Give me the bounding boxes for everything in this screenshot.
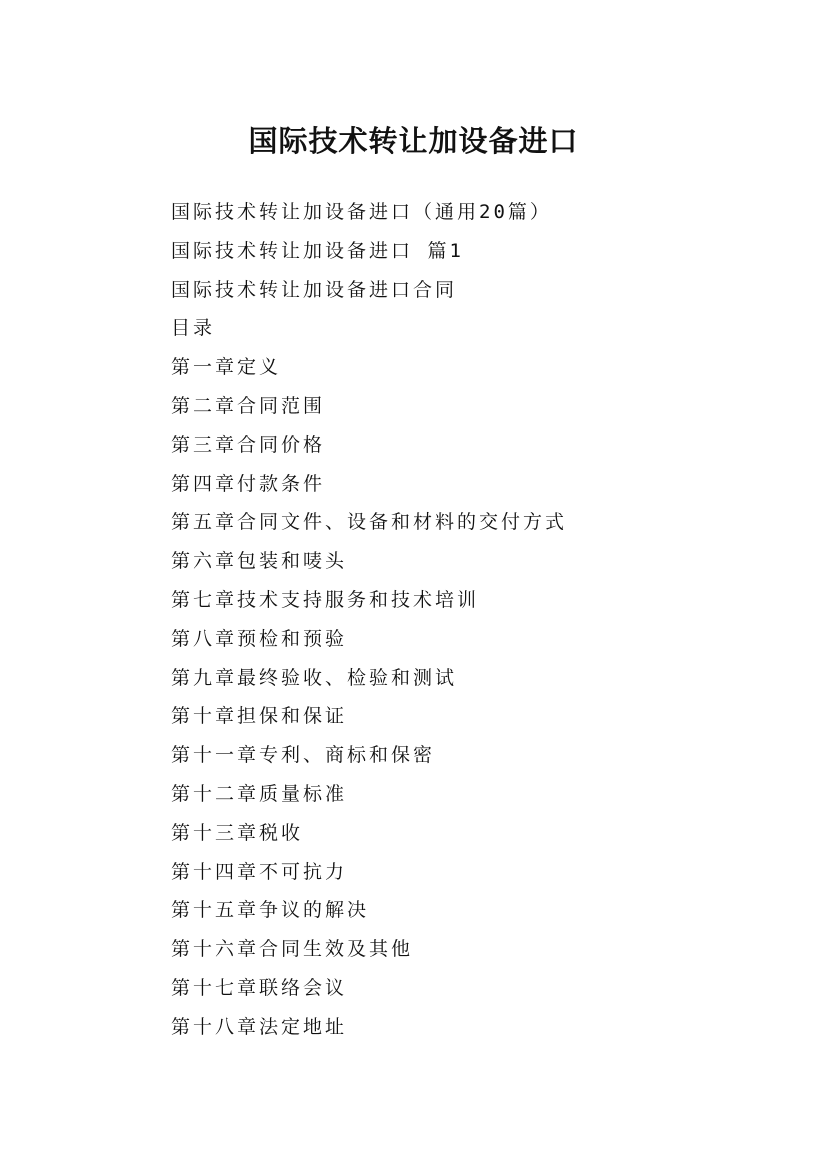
toc-line: 第十二章质量标准: [171, 782, 348, 805]
table-of-contents: [171, 193, 567, 1047]
toc-line: 第九章最终验收、检验和测试: [171, 666, 458, 689]
toc-line: 第十七章联络会议: [171, 976, 348, 999]
toc-line: 第八章预检和预验: [171, 627, 348, 650]
toc-line: 第十八章法定地址: [171, 1015, 348, 1038]
toc-line: 第十五章争议的解决: [171, 899, 370, 922]
toc-line: 国际技术转让加设备进口合同: [171, 278, 458, 301]
toc-line: 第十六章合同生效及其他: [171, 938, 414, 961]
toc-line: 国际技术转让加设备进口 篇1: [171, 239, 464, 262]
toc-line: 第一章定义: [171, 356, 282, 379]
toc-line: 第六章包装和唛头: [171, 550, 348, 573]
toc-line: 第七章技术支持服务和技术培训: [171, 588, 480, 611]
toc-line: 第十三章税收: [171, 821, 304, 844]
document-title: 国际技术转让加设备进口: [248, 124, 579, 159]
toc-line: 第十章担保和保证: [171, 705, 348, 728]
toc-line: 第十四章不可抗力: [171, 860, 348, 883]
toc-line: 第二章合同范围: [171, 394, 326, 417]
toc-line: 目录: [171, 317, 216, 340]
toc-line: 第四章付款条件: [171, 472, 326, 495]
toc-line: 国际技术转让加设备进口（通用20篇）: [171, 201, 552, 223]
toc-line: 第十一章专利、商标和保密: [171, 744, 436, 767]
toc-line: 第五章合同文件、设备和材料的交付方式: [171, 511, 568, 534]
toc-line: 第三章合同价格: [171, 433, 326, 456]
